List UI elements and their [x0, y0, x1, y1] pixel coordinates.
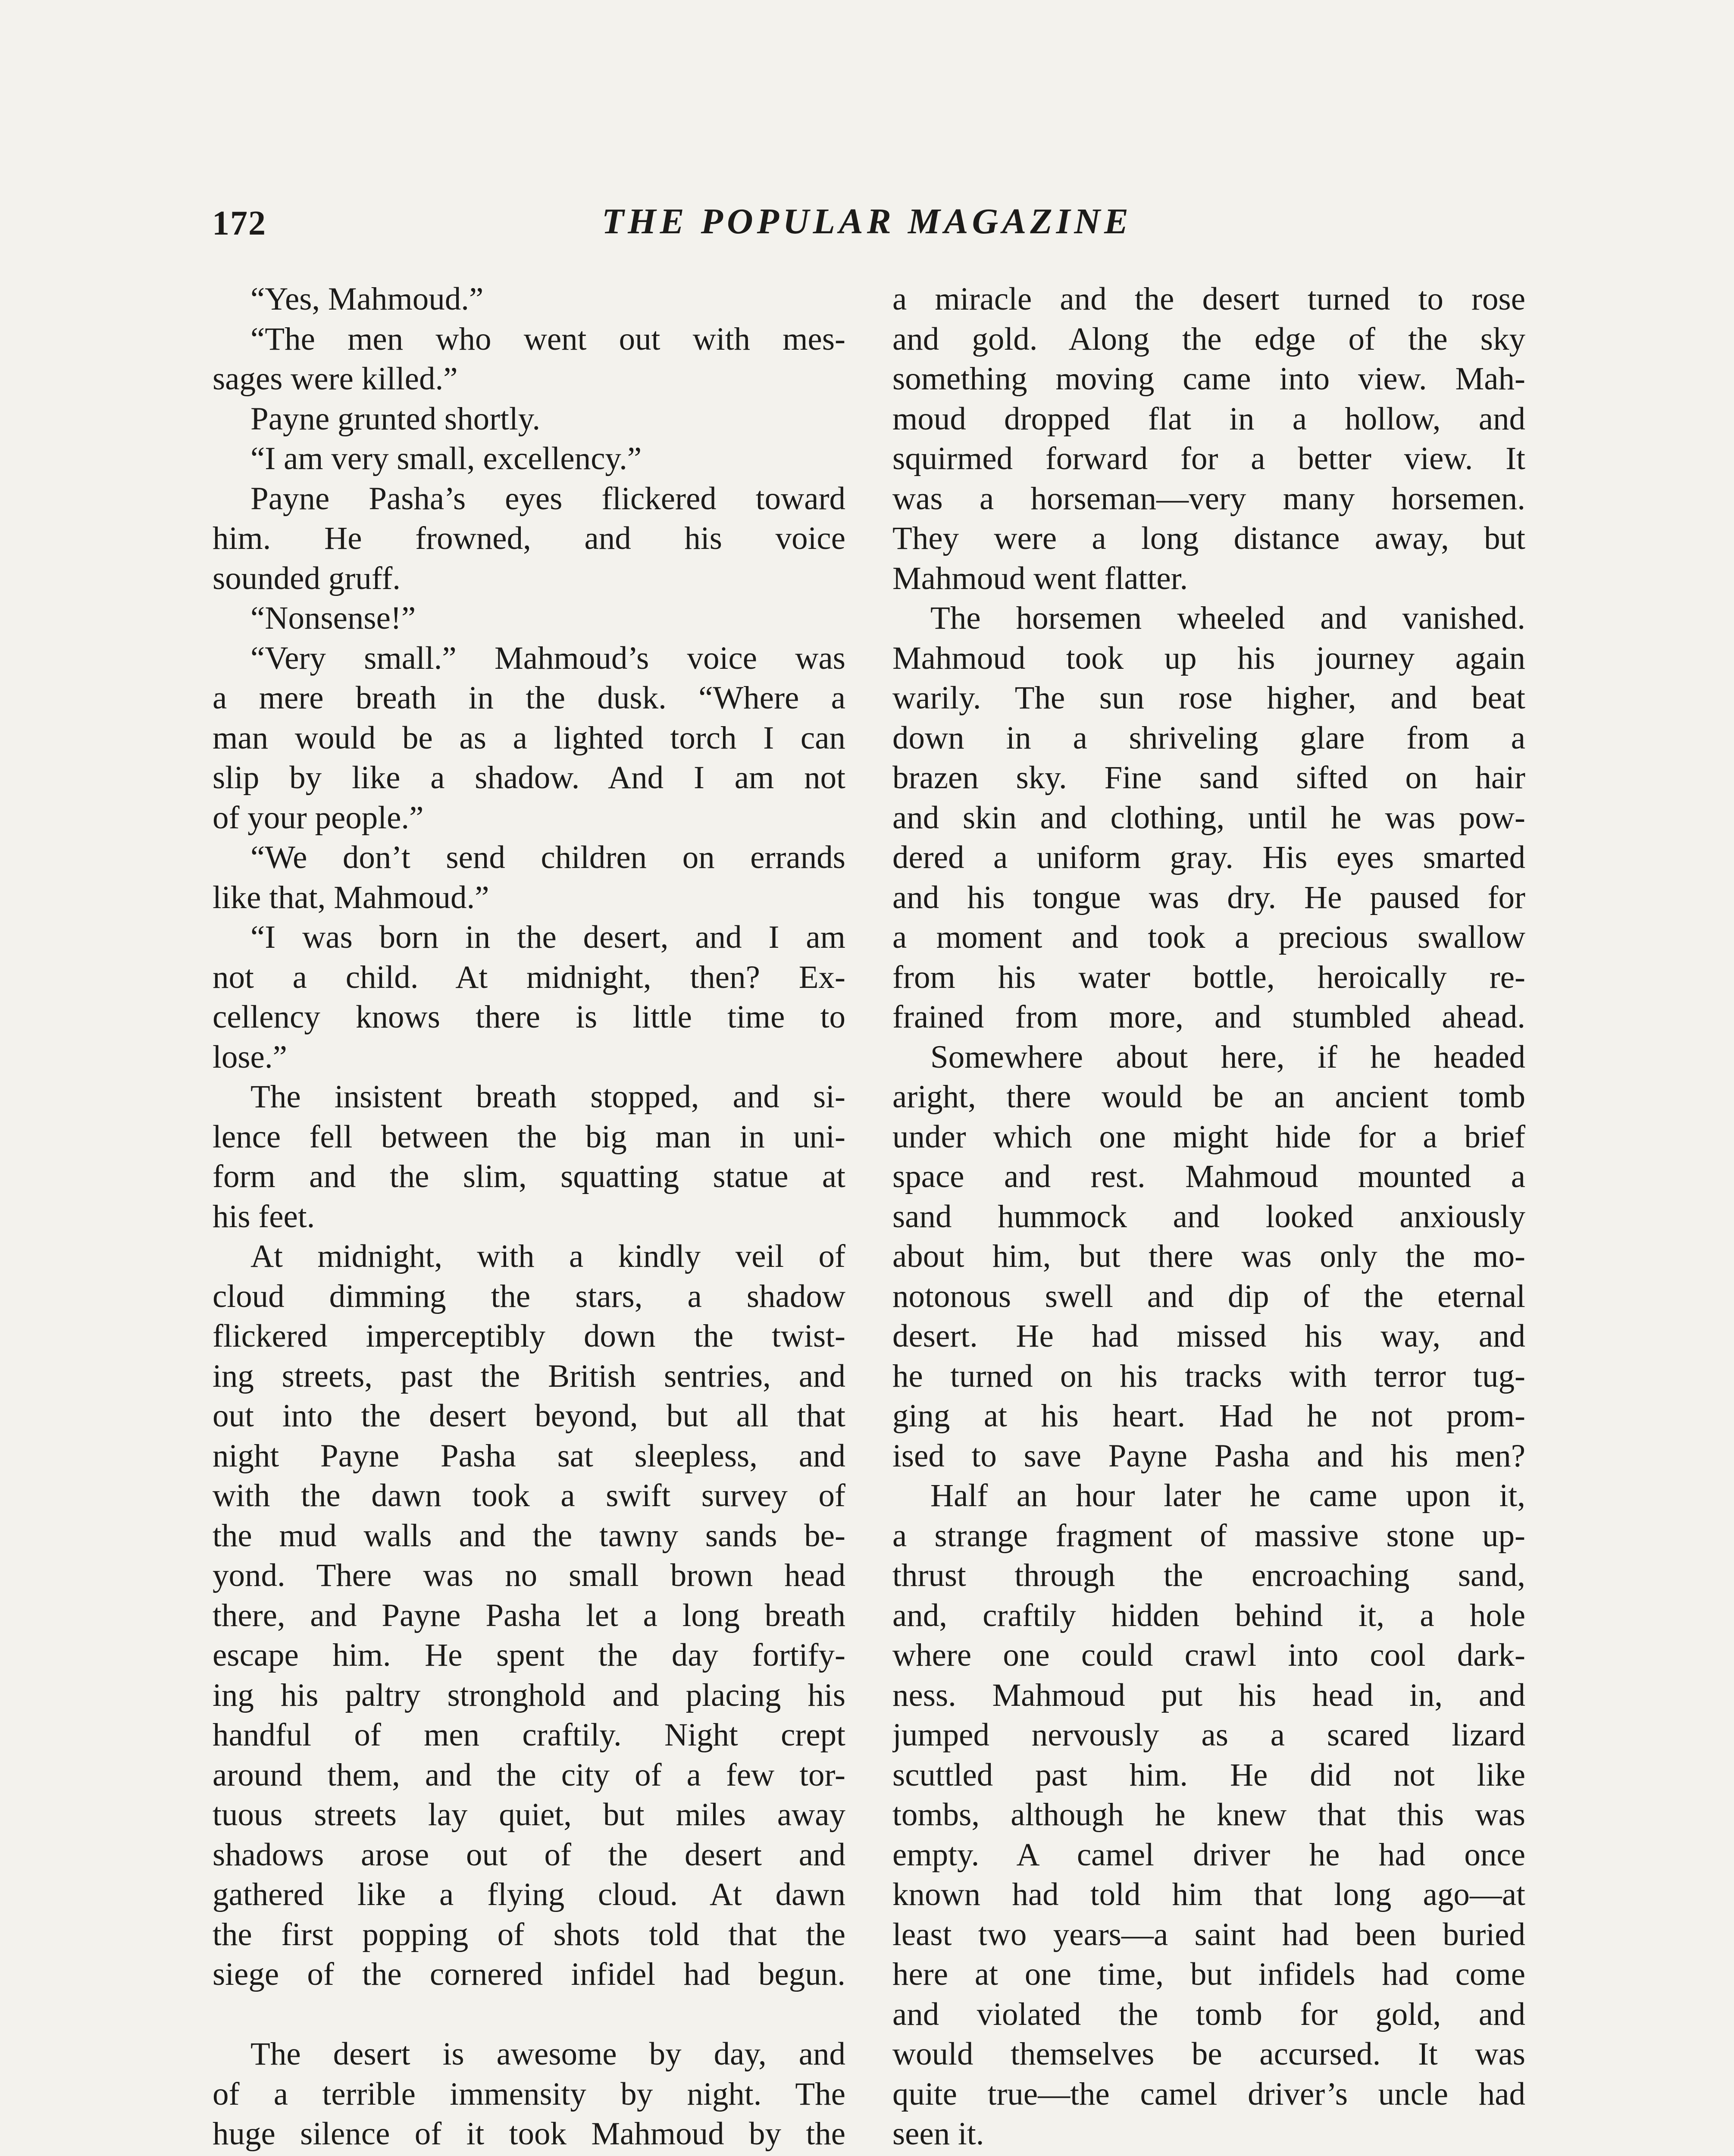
- text-line: sages were killed.”: [213, 361, 458, 397]
- text-line: sand hummock and looked anxiously: [892, 1198, 1525, 1235]
- text-line: ised to save Payne Pasha and his men?: [892, 1438, 1525, 1474]
- text-line: “Very small.” Mahmoud’s voice was: [250, 640, 845, 676]
- text-line: seen it.: [892, 2116, 984, 2152]
- text-line: space and rest. Mahmoud mounted a: [892, 1159, 1525, 1194]
- text-line: escape him. He spent the day fortify-: [213, 1637, 845, 1673]
- text-line: and gold. Along the edge of the sky: [892, 321, 1525, 357]
- text-line: Somewhere about here, if he headed: [930, 1039, 1525, 1075]
- text-line: jumped nervously as a scared lizard: [892, 1717, 1525, 1753]
- text-line: a mere breath in the dusk. “Where a: [213, 680, 845, 716]
- text-line: he turned on his tracks with terror tug-: [892, 1358, 1525, 1394]
- text-line: desert. He had missed his way, and: [892, 1318, 1525, 1354]
- text-line: sounded gruff.: [213, 560, 401, 596]
- text-line: ness. Mahmoud put his head in, and: [892, 1677, 1525, 1713]
- text-line: frained from more, and stumbled ahead.: [892, 999, 1525, 1035]
- text-line: like that, Mahmoud.”: [213, 879, 489, 915]
- text-line: ging at his heart. Had he not prom-: [892, 1398, 1525, 1434]
- text-line: of your people.”: [213, 799, 424, 836]
- text-line: quite true—the camel driver’s uncle had: [892, 2076, 1525, 2112]
- text-line: [213, 2154, 845, 2156]
- text-line: “I am very small, excellency.”: [250, 441, 642, 476]
- text-column-left: [213, 279, 845, 2156]
- text-line: tombs, although he knew that this was: [892, 1797, 1525, 1833]
- text-line: and his tongue was dry. He paused for: [892, 879, 1525, 915]
- text-line: handful of men craftily. Night crept: [213, 1717, 845, 1753]
- text-line: out into the desert beyond, but all that: [213, 1398, 845, 1434]
- text-line: “Nonsense!”: [250, 600, 416, 636]
- text-line: Payne grunted shortly.: [250, 401, 541, 437]
- text-line: [892, 2154, 1525, 2156]
- text-line: aright, there would be an ancient tomb: [892, 1079, 1525, 1115]
- text-line: ing his paltry stronghold and placing his: [213, 1677, 845, 1713]
- text-line: the mud walls and the tawny sands be-: [213, 1517, 845, 1554]
- text-line: something moving came into view. Mah-: [892, 361, 1525, 397]
- text-line: there, and Payne Pasha let a long breath: [213, 1597, 845, 1633]
- text-line: man would be as a lighted torch I can: [213, 720, 845, 756]
- text-line: a moment and took a precious swallow: [892, 919, 1525, 955]
- text-line: moud dropped flat in a hollow, and: [892, 401, 1525, 437]
- text-line: where one could crawl into cool dark-: [892, 1637, 1525, 1673]
- text-line: here at one time, but infidels had come: [892, 1956, 1525, 1992]
- text-line: lose.”: [213, 1039, 287, 1075]
- text-line: ing streets, past the British sentries, and: [213, 1358, 845, 1394]
- text-line: with the dawn took a swift survey of: [213, 1478, 845, 1514]
- text-line: and, craftily hidden behind it, a hole: [892, 1597, 1525, 1633]
- text-line: flickered imperceptibly down the twist-: [213, 1318, 845, 1354]
- text-line: The insistent breath stopped, and si-: [250, 1079, 845, 1115]
- text-line: “Yes, Mahmoud.”: [250, 281, 484, 317]
- text-line: brazen sky. Fine sand sifted on hair: [892, 760, 1525, 796]
- text-line: him. He frowned, and his voice: [213, 520, 845, 556]
- text-line: down in a shriveling glare from a: [892, 720, 1525, 756]
- running-title: THE POPULAR MAGAZINE: [601, 201, 1133, 241]
- text-line: Half an hour later he came upon it,: [930, 1478, 1525, 1514]
- text-line: slip by like a shadow. And I am not: [213, 760, 845, 796]
- text-line: “I was born in the desert, and I am: [250, 919, 845, 955]
- text-line: cellency knows there is little time to: [213, 999, 845, 1035]
- text-line: cloud dimming the stars, a shadow: [213, 1278, 845, 1314]
- text-line: empty. A camel driver he had once: [892, 1836, 1525, 1873]
- text-line: his feet.: [213, 1198, 315, 1235]
- text-line: not a child. At midnight, then? Ex-: [213, 959, 845, 995]
- text-line: around them, and the city of a few tor-: [213, 1757, 845, 1793]
- text-line: about him, but there was only the mo-: [892, 1238, 1525, 1274]
- text-line: form and the slim, squatting statue at: [213, 1159, 845, 1194]
- text-line: dered a uniform gray. His eyes smarted: [892, 840, 1525, 875]
- text-line: and skin and clothing, until he was pow-: [892, 799, 1525, 836]
- text-line: a strange fragment of massive stone up-: [892, 1517, 1525, 1554]
- text-line: night Payne Pasha sat sleepless, and: [213, 1438, 845, 1474]
- text-line: tuous streets lay quiet, but miles away: [213, 1797, 845, 1833]
- text-line: siege of the cornered infidel had begun.: [213, 1956, 845, 1992]
- text-line: least two years—a saint had been buried: [892, 1916, 1525, 1952]
- text-line: gathered like a flying cloud. At dawn: [213, 1877, 845, 1912]
- section-break: [213, 1995, 845, 2035]
- text-line: squirmed forward for a better view. It: [892, 441, 1525, 476]
- text-line: huge silence of it took Mahmoud by the: [213, 2116, 845, 2152]
- text-line: notonous swell and dip of the eternal: [892, 1278, 1525, 1314]
- text-line: At midnight, with a kindly veil of: [250, 1238, 845, 1274]
- text-line: under which one might hide for a brief: [892, 1119, 1525, 1155]
- text-line: yond. There was no small brown head: [213, 1557, 845, 1593]
- text-column-right: [892, 279, 1525, 2156]
- text-line: The horsemen wheeled and vanished.: [930, 600, 1525, 636]
- text-line: “We don’t send children on errands: [250, 840, 845, 875]
- page-number: 172: [212, 204, 266, 242]
- text-line: shadows arose out of the desert and: [213, 1836, 845, 1873]
- text-line: a miracle and the desert turned to rose: [892, 281, 1525, 317]
- text-line: lence fell between the big man in uni-: [213, 1119, 845, 1155]
- text-line: warily. The sun rose higher, and beat: [892, 680, 1525, 716]
- text-line: They were a long distance away, but: [892, 520, 1525, 556]
- text-line: and violated the tomb for gold, and: [892, 1996, 1525, 2032]
- text-line: of a terrible immensity by night. The: [213, 2076, 845, 2112]
- text-line: Mahmoud took up his journey again: [892, 640, 1525, 676]
- text-line: The desert is awesome by day, and: [250, 2036, 845, 2072]
- text-line: from his water bottle, heroically re-: [892, 959, 1525, 995]
- text-line: would themselves be accursed. It was: [892, 2036, 1525, 2072]
- text-line: was a horseman—very many horsemen.: [892, 480, 1525, 517]
- text-line: the first popping of shots told that the: [213, 1916, 845, 1952]
- text-line: “The men who went out with mes-: [250, 321, 845, 357]
- text-line: Payne Pasha’s eyes flickered toward: [250, 480, 845, 517]
- text-line: thrust through the encroaching sand,: [892, 1557, 1525, 1593]
- text-line: Mahmoud went flatter.: [892, 560, 1188, 596]
- text-line: scuttled past him. He did not like: [892, 1757, 1525, 1793]
- text-line: known had told him that long ago—at: [892, 1877, 1525, 1912]
